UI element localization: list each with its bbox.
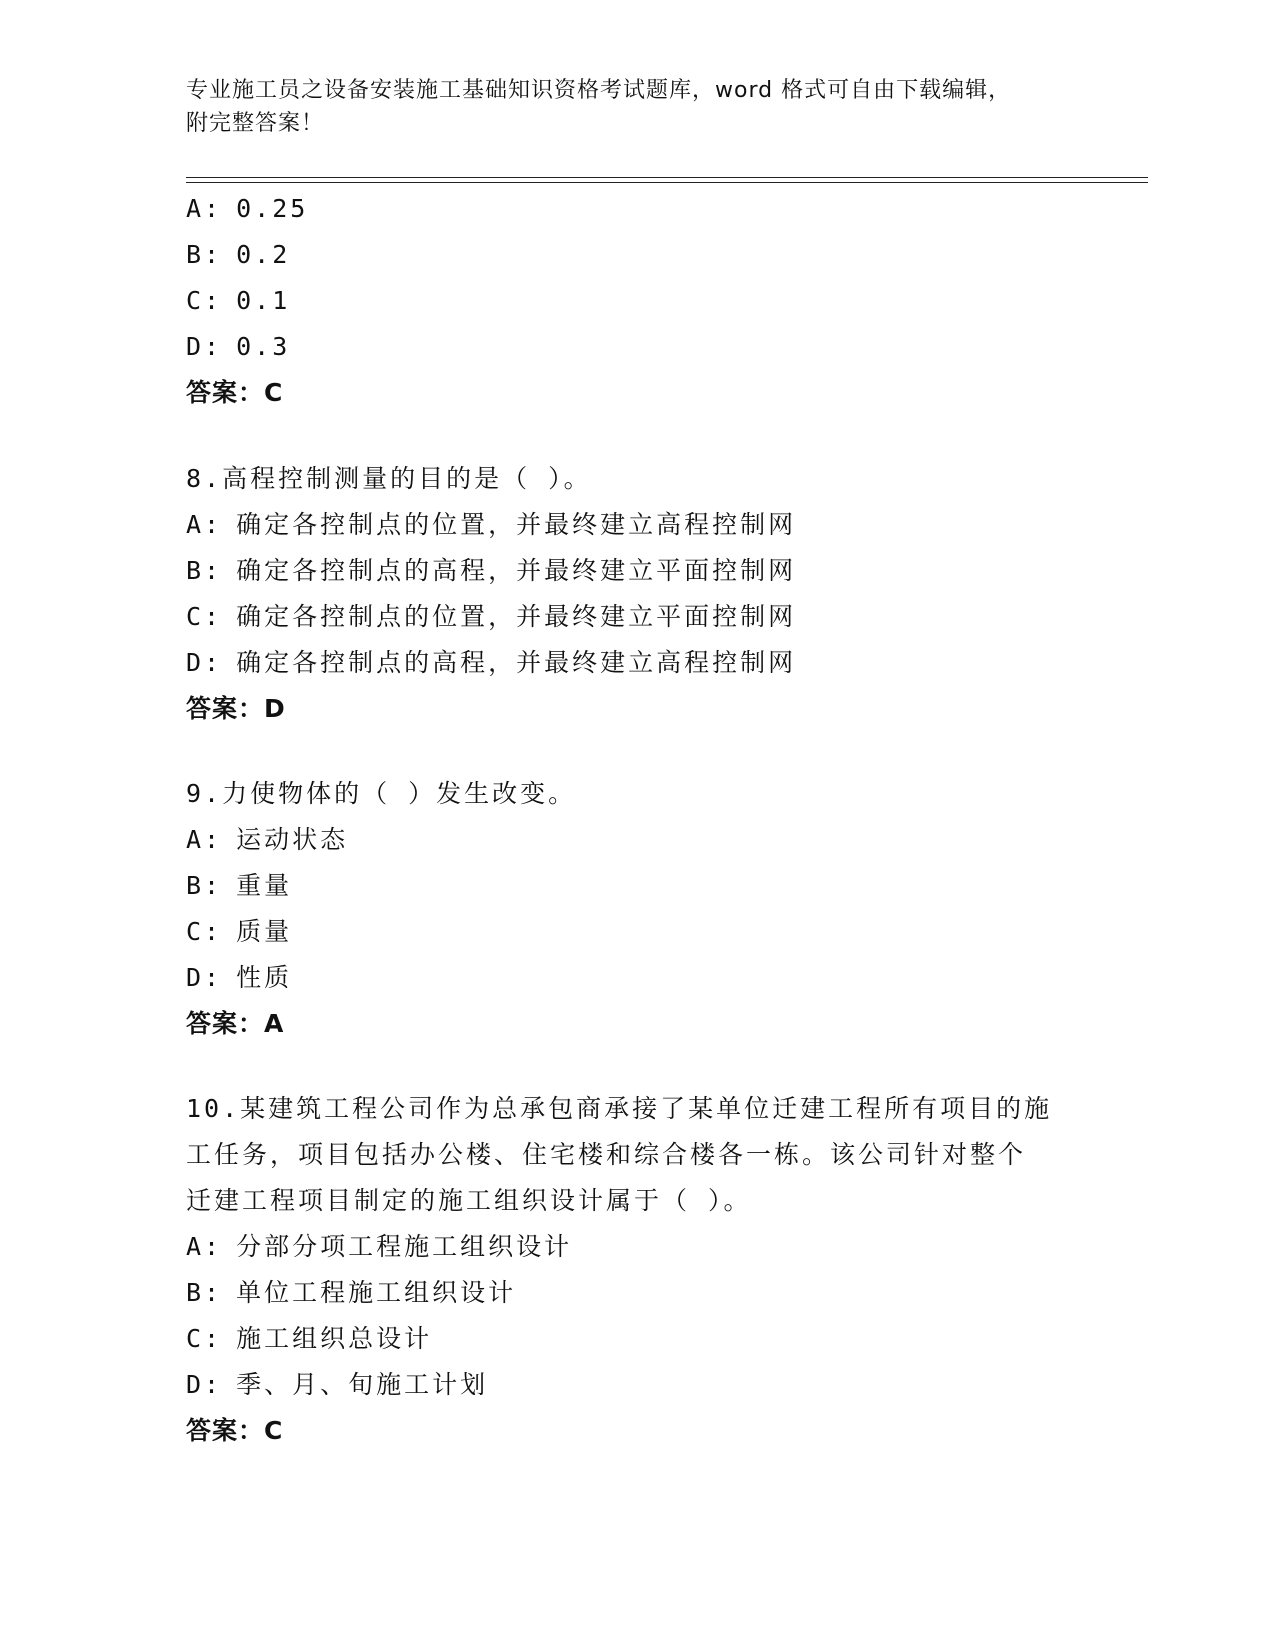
header-line-2: 附完整答案！ <box>186 111 325 136</box>
option-d: D: 季、月、旬施工计划 <box>186 1370 489 1399</box>
option-b: B: 确定各控制点的高程，并最终建立平面控制网 <box>186 556 797 585</box>
question-8 <box>186 456 1086 732</box>
option-a: A: 确定各控制点的位置，并最终建立高程控制网 <box>186 510 797 539</box>
header-divider-top <box>186 177 1148 178</box>
answer: 答案：C <box>186 378 284 407</box>
option-d: D: 确定各控制点的高程，并最终建立高程控制网 <box>186 648 797 677</box>
option-d: D: 性质 <box>186 963 293 992</box>
answer: 答案：C <box>186 1416 284 1445</box>
option-b: B: 单位工程施工组织设计 <box>186 1278 517 1307</box>
question-10 <box>186 1086 1086 1454</box>
answer: 答案：D <box>186 694 286 723</box>
answer: 答案：A <box>186 1009 285 1038</box>
question-9 <box>186 771 1086 1047</box>
option-c: C: 0.1 <box>186 286 291 315</box>
question-text-line-1: 10.某建筑工程公司作为总承包商承接了某单位迁建工程所有项目的施 <box>186 1094 1053 1123</box>
option-c: C: 施工组织总设计 <box>186 1324 433 1353</box>
question-text: 9.力使物体的（ ）发生改变。 <box>186 779 577 808</box>
option-d: D: 0.3 <box>186 332 291 361</box>
header-divider-bottom <box>186 182 1148 183</box>
question-text: 8.高程控制测量的目的是（ ）。 <box>186 464 592 493</box>
option-a: A: 0.25 <box>186 194 309 223</box>
question-7-tail <box>186 186 1086 416</box>
question-text-line-2: 工任务，项目包括办公楼、住宅楼和综合楼各一栋。该公司针对整个 <box>186 1140 1027 1169</box>
option-b: B: 重量 <box>186 871 293 900</box>
question-text-line-3: 迁建工程项目制定的施工组织设计属于（ ）。 <box>186 1186 752 1215</box>
option-c: C: 确定各控制点的位置，并最终建立平面控制网 <box>186 602 797 631</box>
option-a: A: 分部分项工程施工组织设计 <box>186 1232 573 1261</box>
document-header <box>186 74 1086 140</box>
option-b: B: 0.2 <box>186 240 291 269</box>
header-line-1: 专业施工员之设备安装施工基础知识资格考试题库，word 格式可自由下载编辑， <box>186 78 1012 103</box>
option-a: A: 运动状态 <box>186 825 349 854</box>
option-c: C: 质量 <box>186 917 293 946</box>
